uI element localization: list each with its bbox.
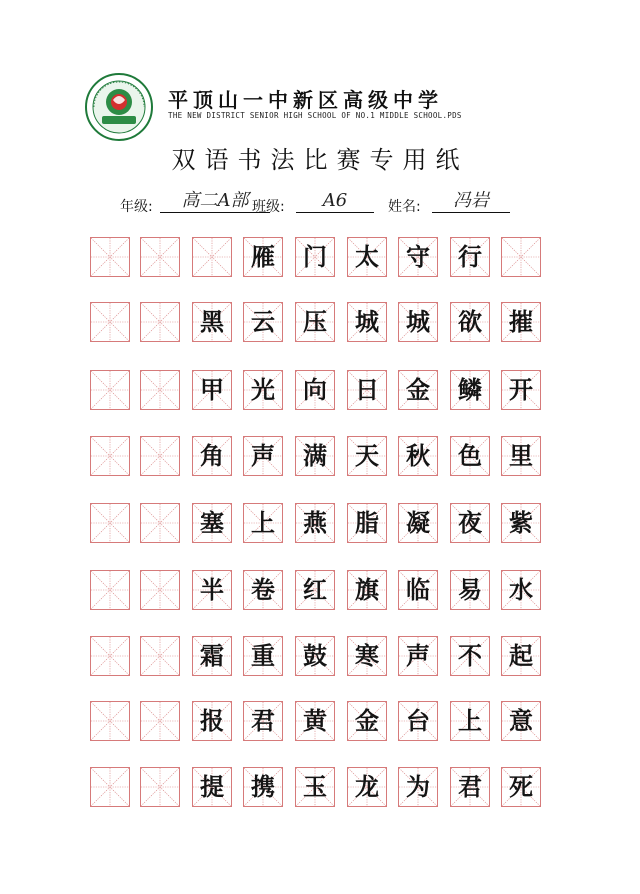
school-name-en: THE NEW DISTRICT SENIOR HIGH SCHOOL OF NO.1 MIDDLE SCHOOL.PDS <box>168 111 462 120</box>
grid-guide-lines <box>141 571 179 609</box>
grid-cell <box>347 701 387 741</box>
grid-character: 紫 <box>509 508 533 537</box>
grid-cell <box>140 570 180 610</box>
grid-guide-lines <box>91 371 129 409</box>
grid-cell <box>295 370 335 410</box>
grid-cell <box>90 436 130 476</box>
grade-label: 年级: <box>120 199 153 215</box>
grid-cell <box>398 436 438 476</box>
grid-character: 不 <box>458 641 482 670</box>
grid-character: 霜 <box>200 641 224 670</box>
grid-character: 君 <box>251 706 275 735</box>
grid-character: 压 <box>303 307 327 336</box>
grid-guide-lines <box>141 371 179 409</box>
grid-cell <box>140 436 180 476</box>
grid-cell <box>90 570 130 610</box>
grid-cell <box>192 570 232 610</box>
grid-character: 凝 <box>406 508 430 537</box>
grid-cell <box>243 436 283 476</box>
grid-cell <box>347 237 387 277</box>
grid-cell <box>501 302 541 342</box>
grid-cell <box>398 237 438 277</box>
grid-cell <box>398 570 438 610</box>
class-label: 班级: <box>252 199 285 215</box>
grid-guide-lines <box>91 768 129 806</box>
grid-character: 红 <box>303 575 327 604</box>
grid-cell <box>450 767 490 807</box>
grid-cell <box>243 701 283 741</box>
grid-cell <box>295 503 335 543</box>
grid-cell <box>243 237 283 277</box>
grid-cell <box>90 767 130 807</box>
grid-character: 死 <box>509 772 533 801</box>
grid-cell <box>347 436 387 476</box>
grid-guide-lines <box>91 437 129 475</box>
grid-cell <box>90 370 130 410</box>
grid-guide-lines <box>91 238 129 276</box>
grid-character: 里 <box>509 441 533 470</box>
grid-cell <box>347 570 387 610</box>
grid-character: 摧 <box>509 307 533 336</box>
grid-character: 燕 <box>303 508 327 537</box>
grid-character: 角 <box>200 441 224 470</box>
grid-character: 满 <box>303 441 327 470</box>
grid-character: 夜 <box>458 508 482 537</box>
grid-cell <box>243 570 283 610</box>
grid-character: 声 <box>406 641 430 670</box>
grid-character: 塞 <box>200 508 224 537</box>
grid-cell <box>501 370 541 410</box>
grid-character: 门 <box>303 242 327 271</box>
grid-character: 旗 <box>355 575 379 604</box>
grid-character: 半 <box>200 575 224 604</box>
grid-character: 寒 <box>355 641 379 670</box>
grid-guide-lines <box>141 303 179 341</box>
grid-character: 黄 <box>303 706 327 735</box>
grid-character: 光 <box>251 375 275 404</box>
grid-guide-lines <box>91 303 129 341</box>
grid-cell <box>501 570 541 610</box>
grid-character: 开 <box>509 375 533 404</box>
grid-cell <box>501 701 541 741</box>
grid-cell <box>398 701 438 741</box>
grid-cell <box>450 701 490 741</box>
grid-cell <box>347 503 387 543</box>
grid-cell <box>398 636 438 676</box>
grid-character: 行 <box>458 242 482 271</box>
grid-cell <box>243 370 283 410</box>
name-value: 冯岩 <box>432 190 510 213</box>
grid-cell <box>192 503 232 543</box>
grid-character: 水 <box>509 575 533 604</box>
grid-cell <box>347 767 387 807</box>
grid-cell <box>192 237 232 277</box>
grid-cell <box>450 436 490 476</box>
grid-cell <box>450 302 490 342</box>
grid-guide-lines <box>141 637 179 675</box>
grid-guide-lines <box>91 702 129 740</box>
grid-cell <box>501 436 541 476</box>
school-name-cn: 平顶山一中新区高级中学 <box>168 88 443 112</box>
grid-cell <box>192 370 232 410</box>
grade-value: 高二A部 <box>160 190 270 213</box>
grid-character: 黑 <box>200 307 224 336</box>
grid-character: 提 <box>200 772 224 801</box>
grid-cell <box>347 636 387 676</box>
grid-character: 鳞 <box>458 375 482 404</box>
grid-cell <box>295 767 335 807</box>
grid-cell <box>90 701 130 741</box>
grid-cell <box>140 767 180 807</box>
grid-guide-lines <box>193 238 231 276</box>
grid-character: 携 <box>251 772 275 801</box>
class-value: A6 <box>296 190 374 213</box>
grid-cell <box>243 503 283 543</box>
grid-character: 易 <box>458 575 482 604</box>
grid-cell <box>501 237 541 277</box>
grid-character: 上 <box>458 706 482 735</box>
grid-guide-lines <box>91 504 129 542</box>
grid-cell <box>140 237 180 277</box>
grid-cell <box>450 636 490 676</box>
grid-character: 城 <box>406 307 430 336</box>
grid-character: 云 <box>251 307 275 336</box>
grid-cell <box>140 503 180 543</box>
grid-cell <box>140 701 180 741</box>
grid-character: 重 <box>251 641 275 670</box>
grid-cell <box>295 237 335 277</box>
grid-cell <box>90 302 130 342</box>
grid-cell <box>398 302 438 342</box>
grid-cell <box>347 302 387 342</box>
grid-character: 日 <box>355 375 379 404</box>
grid-guide-lines <box>141 702 179 740</box>
grid-cell <box>140 370 180 410</box>
grid-cell <box>192 436 232 476</box>
grid-character: 金 <box>355 706 379 735</box>
grid-cell <box>243 636 283 676</box>
grid-guide-lines <box>141 437 179 475</box>
grid-character: 向 <box>303 375 327 404</box>
grid-guide-lines <box>141 238 179 276</box>
grid-character: 台 <box>406 706 430 735</box>
grid-cell <box>501 503 541 543</box>
grid-character: 色 <box>458 441 482 470</box>
name-label: 姓名: <box>388 199 421 215</box>
grid-character: 君 <box>458 772 482 801</box>
grid-cell <box>398 370 438 410</box>
grid-cell <box>295 636 335 676</box>
grid-cell <box>90 237 130 277</box>
grid-cell <box>243 767 283 807</box>
grid-character: 意 <box>509 706 533 735</box>
grid-cell <box>295 701 335 741</box>
grid-cell <box>140 302 180 342</box>
grid-guide-lines <box>502 238 540 276</box>
grid-character: 报 <box>200 706 224 735</box>
grid-character: 声 <box>251 441 275 470</box>
grid-character: 起 <box>509 641 533 670</box>
grid-guide-lines <box>141 504 179 542</box>
grid-cell <box>192 302 232 342</box>
grid-guide-lines <box>141 768 179 806</box>
grid-character: 玉 <box>303 772 327 801</box>
grid-character: 天 <box>355 441 379 470</box>
grid-guide-lines <box>91 571 129 609</box>
grid-character: 雁 <box>251 242 275 271</box>
grid-cell <box>295 436 335 476</box>
grid-character: 秋 <box>406 441 430 470</box>
grid-cell <box>90 636 130 676</box>
grid-character: 欲 <box>458 307 482 336</box>
grid-cell <box>295 570 335 610</box>
page-title: 双语书法比赛专用纸 <box>171 146 469 174</box>
grid-character: 甲 <box>200 375 224 404</box>
grid-character: 为 <box>406 772 430 801</box>
grid-cell <box>450 503 490 543</box>
grid-character: 临 <box>406 575 430 604</box>
grid-cell <box>398 767 438 807</box>
grid-cell <box>450 370 490 410</box>
grid-character: 上 <box>251 508 275 537</box>
grid-character: 金 <box>406 375 430 404</box>
grid-cell <box>501 636 541 676</box>
grid-cell <box>450 570 490 610</box>
grid-character: 守 <box>406 242 430 271</box>
grid-cell <box>501 767 541 807</box>
grid-cell <box>398 503 438 543</box>
grid-character: 鼓 <box>303 641 327 670</box>
grid-character: 龙 <box>355 772 379 801</box>
grid-cell <box>192 701 232 741</box>
grid-cell <box>347 370 387 410</box>
grid-cell <box>192 767 232 807</box>
grid-character: 脂 <box>355 508 379 537</box>
grid-cell <box>450 237 490 277</box>
grid-cell <box>140 636 180 676</box>
grid-cell <box>192 636 232 676</box>
grid-character: 城 <box>355 307 379 336</box>
grid-cell <box>295 302 335 342</box>
grid-character: 卷 <box>251 575 275 604</box>
grid-guide-lines <box>91 637 129 675</box>
grid-cell <box>90 503 130 543</box>
grid-character: 太 <box>355 242 379 271</box>
grid-cell <box>243 302 283 342</box>
